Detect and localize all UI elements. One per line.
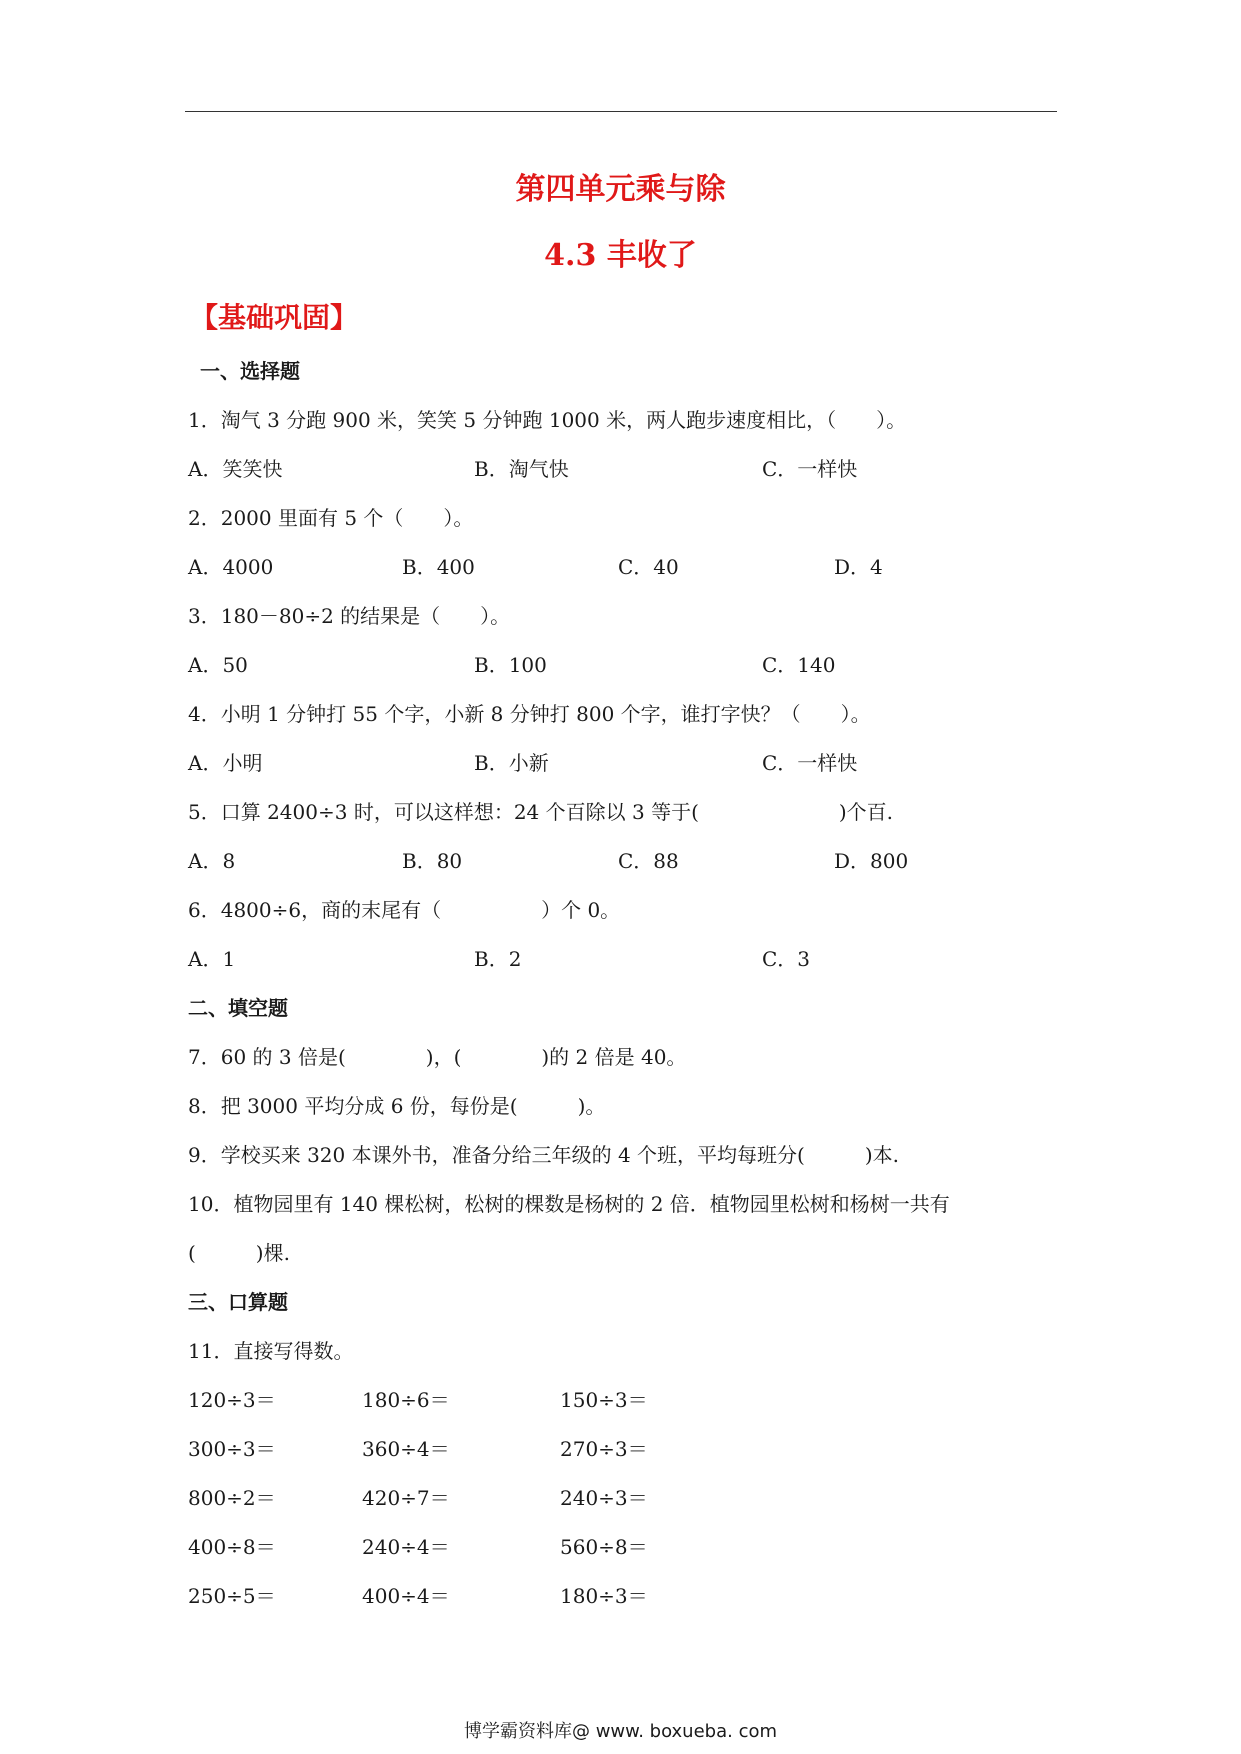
calc-item: 180÷6＝: [362, 1388, 450, 1412]
calc-item: 800÷2＝: [188, 1486, 276, 1510]
question-9: 9．学校买来 320 本课外书，准备分给三年级的 4 个班，平均每班分( )本.: [188, 1143, 900, 1167]
question-4: 4．小明 1 分钟打 55 个字，小新 8 分钟打 800 个字，谁打字快？（ ）。: [188, 702, 871, 726]
q3-option-a: A．50: [188, 653, 248, 677]
calc-item: 400÷8＝: [188, 1535, 276, 1559]
question-1: 1．淘气 3 分跑 900 米，笑笑 5 分钟跑 1000 米，两人跑步速度相比，（ ）。: [188, 408, 907, 432]
calc-item: 400÷4＝: [362, 1584, 450, 1608]
calc-item: 360÷4＝: [362, 1437, 450, 1461]
q1-option-a: A．笑笑快: [188, 457, 283, 481]
q2-option-a: A．4000: [188, 555, 274, 579]
question-10-line2: ( )棵.: [188, 1241, 290, 1265]
q2-option-d: D．4: [834, 555, 883, 579]
question-5: 5．口算 2400÷3 时，可以这样想：24 个百除以 3 等于( )个百.: [188, 800, 894, 824]
q5-option-d: D．800: [834, 849, 909, 873]
calc-item: 300÷3＝: [188, 1437, 276, 1461]
q3-option-b: B．100: [474, 653, 547, 677]
q4-option-c: C．一样快: [762, 751, 858, 775]
calc-item: 560÷8＝: [560, 1535, 648, 1559]
footer-watermark: 博学霸资料库@ www. boxueba. com: [463, 1721, 778, 1742]
section-heading: 【基础巩固】: [190, 301, 359, 334]
question-8: 8．把 3000 平均分成 6 份，每份是( )。: [188, 1094, 606, 1118]
calc-item: 150÷3＝: [560, 1388, 648, 1412]
q3-option-c: C．140: [762, 653, 836, 677]
q4-option-b: B．小新: [474, 751, 549, 775]
q2-option-b: B．400: [402, 555, 475, 579]
q5-option-c: C．88: [618, 849, 679, 873]
question-10-line1: 10．植物园里有 140 棵松树，松树的棵数是杨树的 2 倍．植物园里松树和杨树一共有: [188, 1192, 950, 1216]
calc-item: 180÷3＝: [560, 1584, 648, 1608]
q6-option-a: A．1: [188, 947, 236, 971]
calc-item: 240÷3＝: [560, 1486, 648, 1510]
part2-heading: 二、填空题: [188, 996, 288, 1020]
question-6: 6．4800÷6，商的末尾有（ ）个 0。: [188, 898, 621, 922]
unit-title: 第四单元乘与除: [515, 172, 726, 207]
part1-heading: 一、选择题: [200, 359, 300, 383]
q2-option-c: C．40: [618, 555, 679, 579]
question-2: 2．2000 里面有 5 个（ ）。: [188, 506, 474, 530]
q5-option-a: A．8: [188, 849, 236, 873]
q4-option-a: A．小明: [188, 751, 263, 775]
q5-option-b: B．80: [402, 849, 463, 873]
question-3: 3．180－80÷2 的结果是（ ）。: [188, 604, 511, 628]
header-rule: [185, 111, 1057, 112]
calc-item: 420÷7＝: [362, 1486, 450, 1510]
question-7: 7．60 的 3 倍是( )，( )的 2 倍是 40。: [188, 1045, 687, 1069]
question-11: 11．直接写得数。: [188, 1339, 354, 1363]
q6-option-b: B．2: [474, 947, 522, 971]
calc-item: 120÷3＝: [188, 1388, 276, 1412]
lesson-title: 4.3 丰收了: [544, 238, 697, 273]
q1-option-c: C．一样快: [762, 457, 858, 481]
part3-heading: 三、口算题: [188, 1290, 288, 1314]
q6-option-c: C．3: [762, 947, 811, 971]
calc-item: 240÷4＝: [362, 1535, 450, 1559]
calc-item: 270÷3＝: [560, 1437, 648, 1461]
q1-option-b: B．淘气快: [474, 457, 569, 481]
calc-item: 250÷5＝: [188, 1584, 276, 1608]
